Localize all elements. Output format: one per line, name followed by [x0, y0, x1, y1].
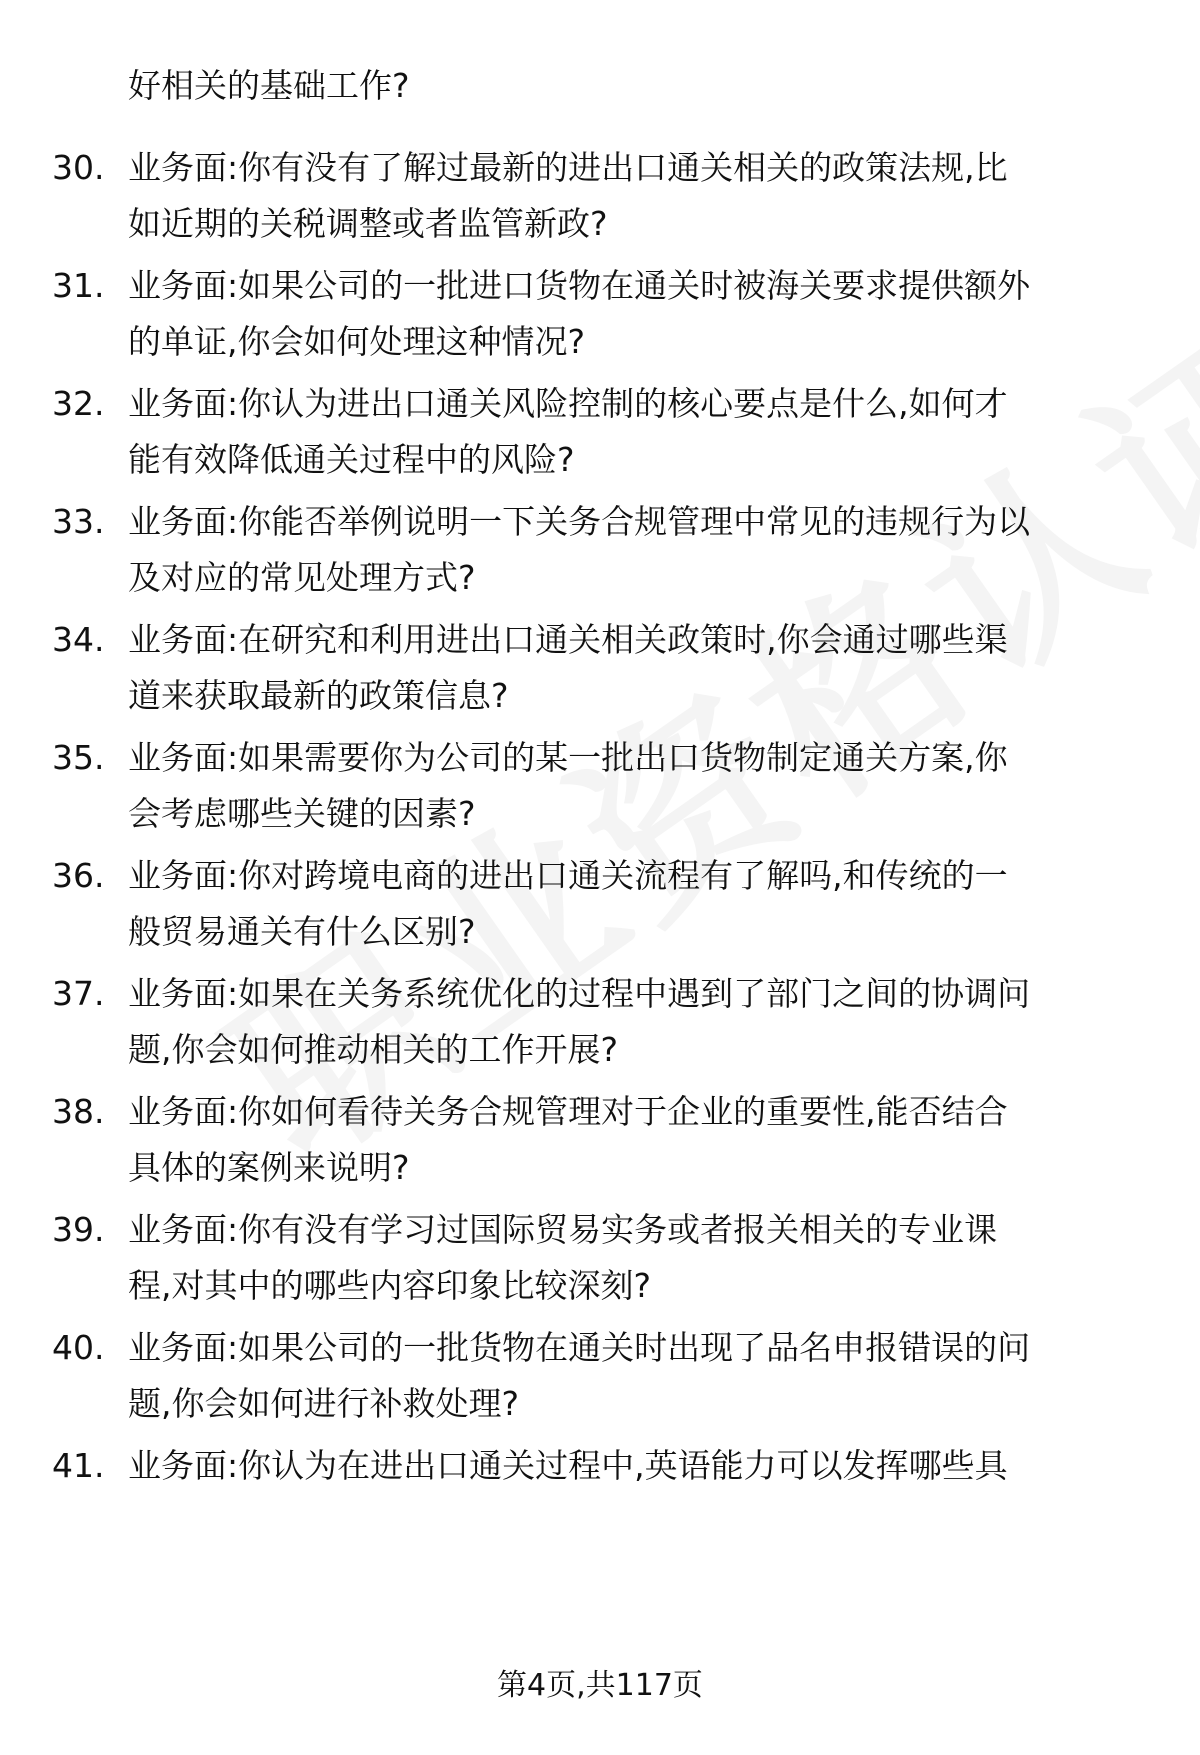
item-text-line: 业务面:你有没有了解过最新的进出口通关相关的政策法规,比 — [128, 148, 1008, 187]
item-text — [128, 140, 1138, 252]
item-text-line: 业务面:如果公司的一批进口货物在通关时被海关要求提供额外 — [128, 266, 1031, 305]
item-text-line: 业务面:你认为进出口通关风险控制的核心要点是什么,如何才 — [128, 384, 1008, 423]
item-number: 33. — [52, 502, 105, 541]
item-text — [128, 494, 1138, 606]
item-text — [128, 1202, 1138, 1314]
item-text — [128, 376, 1138, 488]
item-text — [128, 1438, 1138, 1494]
item-text-line: 道来获取最新的政策信息? — [128, 676, 509, 715]
item-text-line: 题,你会如何进行补救处理? — [128, 1384, 520, 1423]
item-text-line: 业务面:你有没有学习过国际贸易实务或者报关相关的专业课 — [128, 1210, 998, 1249]
item-number: 36. — [52, 856, 105, 895]
item-number: 31. — [52, 266, 105, 305]
item-text — [128, 258, 1138, 370]
item-text-line: 业务面:在研究和利用进出口通关相关政策时,你会通过哪些渠 — [128, 620, 1008, 659]
item-text — [128, 730, 1138, 842]
item-text-line: 业务面:你能否举例说明一下关务合规管理中常见的违规行为以 — [128, 502, 1031, 541]
item-text-line: 的单证,你会如何处理这种情况? — [128, 322, 586, 361]
item-number: 39. — [52, 1210, 105, 1249]
page-footer: 第4页,共117页 — [497, 1668, 703, 1703]
item-text-line: 业务面:如果在关务系统优化的过程中遇到了部门之间的协调问 — [128, 974, 1031, 1013]
item-text-line: 能有效降低通关过程中的风险? — [128, 440, 575, 479]
item-number: 35. — [52, 738, 105, 777]
item-text — [128, 966, 1138, 1078]
item-text-line: 如近期的关税调整或者监管新政? — [128, 204, 608, 243]
item-text-line: 业务面:如果需要你为公司的某一批出口货物制定通关方案,你 — [128, 738, 1008, 777]
item-text — [128, 848, 1138, 960]
item-text-line: 业务面:你如何看待关务合规管理对于企业的重要性,能否结合 — [128, 1092, 1008, 1131]
item-number: 32. — [52, 384, 105, 423]
continuation-text: 好相关的基础工作? — [128, 66, 410, 105]
item-number: 40. — [52, 1328, 105, 1367]
item-text — [128, 1320, 1138, 1432]
item-text-line: 业务面:你对跨境电商的进出口通关流程有了解吗,和传统的一 — [128, 856, 1008, 895]
item-text-line: 具体的案例来说明? — [128, 1148, 410, 1187]
item-text — [128, 612, 1138, 724]
item-number: 38. — [52, 1092, 105, 1131]
item-number: 37. — [52, 974, 105, 1013]
item-text-line: 业务面:如果公司的一批货物在通关时出现了品名申报错误的问 — [128, 1328, 1031, 1367]
item-number: 30. — [52, 148, 105, 187]
item-text-line: 题,你会如何推动相关的工作开展? — [128, 1030, 619, 1069]
item-number: 41. — [52, 1446, 105, 1485]
item-text — [128, 1084, 1138, 1196]
item-text-line: 业务面:你认为在进出口通关过程中,英语能力可以发挥哪些具 — [128, 1446, 1008, 1485]
item-text-line: 般贸易通关有什么区别? — [128, 912, 476, 951]
item-text-line: 程,对其中的哪些内容印象比较深刻? — [128, 1266, 652, 1305]
item-text-line: 及对应的常见处理方式? — [128, 558, 476, 597]
item-number: 34. — [52, 620, 105, 659]
item-text-line: 会考虑哪些关键的因素? — [128, 794, 476, 833]
